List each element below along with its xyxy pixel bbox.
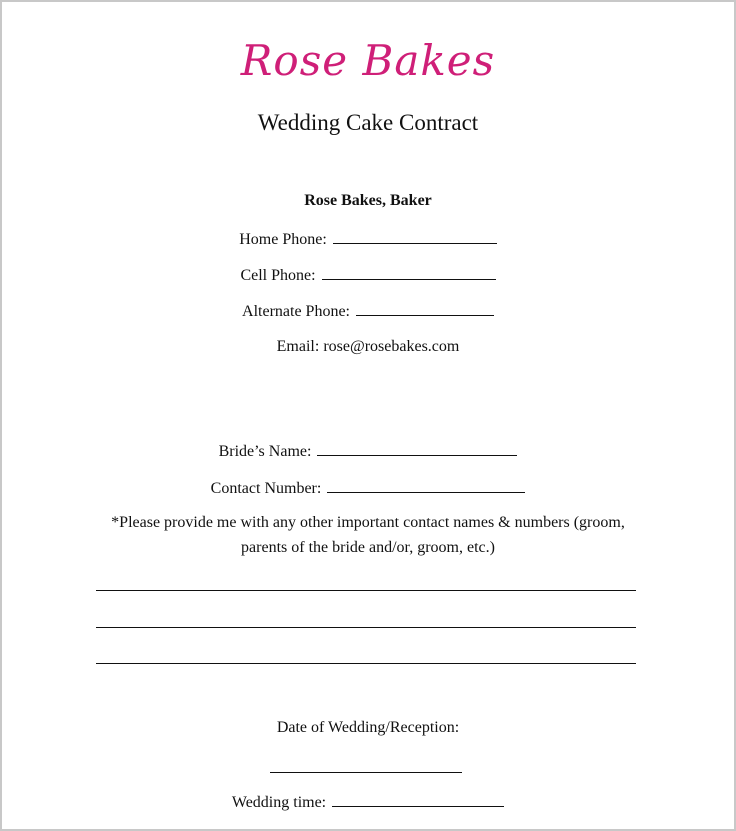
baker-heading: Rose Bakes, Baker — [304, 192, 432, 209]
home-phone-blank[interactable] — [333, 229, 497, 244]
contacts-note-line-2: parents of the bride and/or, groom, etc.) — [241, 539, 495, 556]
brides-name-row — [2, 441, 734, 461]
wedding-time-row — [2, 792, 734, 812]
contact-number-blank[interactable] — [327, 478, 525, 493]
wedding-date-blank[interactable] — [270, 772, 462, 773]
email-line: Email: rose@rosebakes.com — [276, 338, 460, 355]
baker-heading-row — [2, 192, 734, 210]
home-phone-label: Home Phone: — [239, 231, 327, 248]
cell-phone-label: Cell Phone: — [240, 267, 316, 284]
wedding-time-label: Wedding time: — [231, 794, 327, 811]
contacts-blank-line-3[interactable] — [96, 663, 636, 664]
contacts-blank-line-1[interactable] — [96, 590, 636, 591]
contact-number-row — [2, 478, 734, 498]
alternate-phone-blank[interactable] — [356, 301, 494, 316]
contact-number-label: Contact Number: — [210, 480, 322, 497]
brand-logo-text: Rose Bakes — [240, 36, 496, 85]
alternate-phone-row — [2, 301, 734, 321]
document-title: Wedding Cake Contract — [257, 110, 479, 135]
wedding-time-blank[interactable] — [332, 792, 504, 807]
contacts-blank-line-2[interactable] — [96, 627, 636, 628]
brides-name-blank[interactable] — [317, 441, 517, 456]
brides-name-label: Bride’s Name: — [218, 443, 312, 460]
home-phone-row — [2, 229, 734, 249]
email-row — [2, 338, 734, 356]
contacts-note-line-1: *Please provide me with any other important contact names & numbers (groom, — [111, 514, 625, 531]
cell-phone-blank[interactable] — [322, 265, 496, 280]
wedding-date-label: Date of Wedding/Reception: — [276, 719, 460, 736]
cell-phone-row — [2, 265, 734, 285]
alternate-phone-label: Alternate Phone: — [242, 303, 350, 320]
